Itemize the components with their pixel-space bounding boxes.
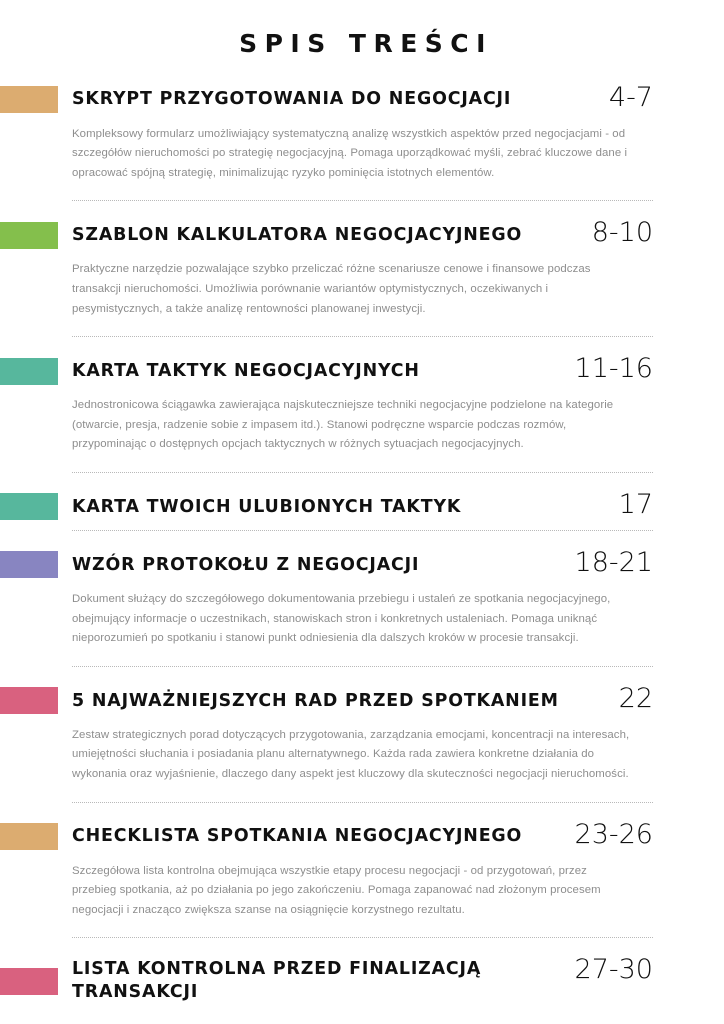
toc-entry-title: LISTA KONTROLNA PRZED FINALIZACJĄ TRANSAKCJI [72, 959, 482, 1003]
toc-entry-header[interactable] [0, 546, 724, 579]
color-swatch [0, 86, 58, 113]
toc-entry-title: WZÓR PROTOKOŁU Z NEGOCJACJI [72, 554, 420, 575]
color-swatch [0, 968, 58, 995]
toc-entry-pages: 18-21 [574, 546, 653, 578]
toc-entry-header[interactable] [0, 488, 724, 521]
toc-entry-header[interactable] [0, 954, 724, 1003]
toc-list [0, 81, 724, 1013]
color-swatch [0, 358, 58, 385]
toc-entry-header[interactable] [0, 81, 724, 114]
toc-entry-pages: 23-26 [574, 818, 653, 850]
color-swatch [0, 823, 58, 850]
toc-entry-title: SKRYPT PRZYGOTOWANIA DO NEGOCJACJI [72, 89, 512, 110]
toc-entry-header[interactable] [0, 217, 724, 249]
toc-entry-title: KARTA TWOICH ULUBIONYCH TAKTYK [72, 496, 462, 517]
toc-entry-title: 5 NAJWAŻNIEJSZYCH RAD PRZED SPOTKANIEM [72, 690, 559, 711]
color-swatch [0, 551, 58, 578]
toc-entry[interactable] [0, 217, 724, 357]
toc-entry[interactable] [0, 818, 724, 959]
toc-entry-title: CHECKLISTA SPOTKANIA NEGOCJACYJNEGO [72, 826, 523, 847]
toc-entry-pages: 11-16 [574, 353, 653, 385]
toc-entry-pages: 22 [618, 682, 653, 714]
toc-entry-description: Zestaw strategicznych porad dotyczących przygotowania, zarządzania emocjami, koncentracji na interesach, umiejętności słuchania i posiadania planu alternatywnego. Każda rada zawiera konkretne działania do wykonania oraz wyjaśnienie, dlaczego dany aspekt jest kluczowy dla skuteczności negocjacji nieruchomości. [72, 728, 630, 781]
toc-entry-header[interactable] [0, 682, 724, 715]
toc-entry-header[interactable] [0, 353, 724, 385]
toc-entry-description: Szczegółowa lista kontrolna obejmująca wszystkie etapy procesu negocjacji - od przygotowań, przez przebieg spotkania, aż po działania po jego zakończeniu. Pomaga zapanować nad złożonym procesem negocjacji i znacząco zwiększa szanse na osiągnięcie korzystnego rezultatu. [72, 864, 601, 916]
color-swatch [0, 493, 58, 520]
toc-entry[interactable] [0, 488, 724, 551]
page-title: SPIS TREŚCI [239, 29, 493, 58]
toc-entry-description: Praktyczne narzędzie pozwalające szybko przeliczać różne scenariusze cenowe i finansowe podczas transakcji nieruchomości. Umożliwia porównanie wariantów optymistycznych, oczekiwanych i pesymistycznych, a także analizę rentowności planowanej inwestycji. [72, 263, 591, 315]
color-swatch [0, 687, 58, 714]
toc-entry[interactable] [0, 353, 724, 493]
toc-entry[interactable] [0, 546, 724, 687]
toc-entry[interactable] [0, 682, 724, 823]
toc-entry-title: SZABLON KALKULATORA NEGOCJACYJNEGO [72, 225, 523, 246]
toc-entry-header[interactable] [0, 818, 724, 851]
toc-entry[interactable] [0, 81, 724, 222]
toc-entry-pages: 27-30 [574, 954, 653, 986]
toc-entry-description: Jednostronicowa ściągawka zawierająca najskuteczniejsze techniki negocjacyjne podzielone na kategorie (otwarcie, presja, radzenie sobie z impasem itd.). Stanowi podręczne wsparcie podczas rozmów, przypominając o dostępnych opcjach taktycznych w różnych sytuacjach negocjacyjnych. [72, 399, 614, 451]
toc-entry-pages: 17 [618, 488, 653, 520]
toc-entry-description: Kompleksowy formularz umożliwiający systematyczną analizę wszystkich aspektów przed negocjacjami - od szczegółów nieruchomości po strategię negocjacyjną. Pomaga uporządkować myśli, zebrać kluczowe dane i opracować spójną strategię, minimalizując ryzyko pominięcia istotnych elementów. [72, 127, 628, 179]
toc-entry-pages: 8-10 [591, 217, 653, 249]
toc-entry-title: KARTA TAKTYK NEGOCJACYJNYCH [72, 360, 420, 381]
color-swatch [0, 222, 58, 249]
toc-entry-pages: 4-7 [608, 81, 653, 113]
toc-entry-description: Dokument służący do szczegółowego dokumentowania przebiegu i ustaleń ze spotkania negocjacyjnego, obejmujący informacje o uczestnikach, stanowiskach stron i konkretnych ustaleniach. Pomaga uniknąć nieporozumień po spotkaniu i stanowi punkt odniesienia dla dalszych kroków w procesie transakcji. [72, 592, 611, 645]
toc-entry[interactable] [0, 954, 724, 1012]
